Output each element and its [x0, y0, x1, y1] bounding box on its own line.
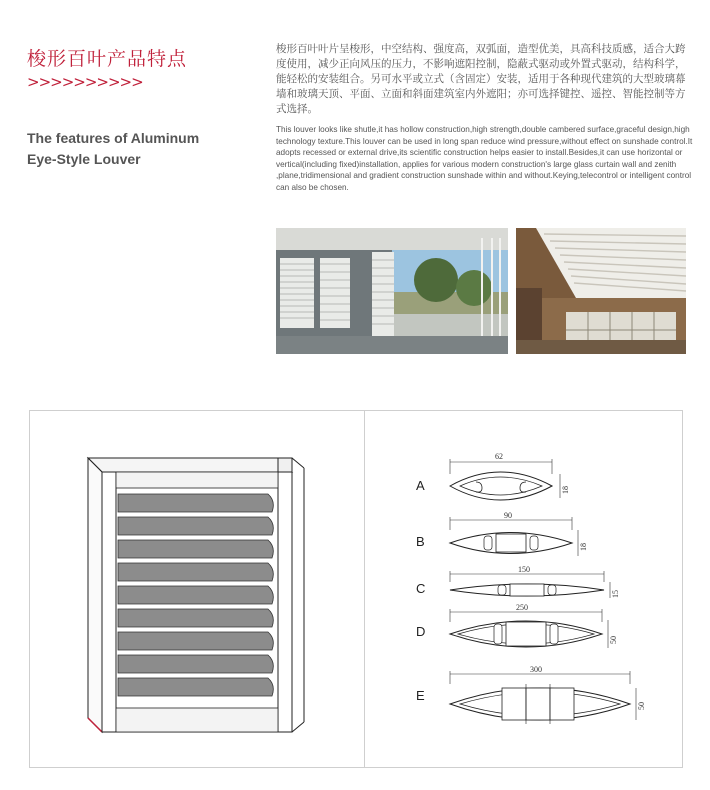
- photo-shutters-image: [276, 228, 508, 354]
- description-cn: 梭形百叶叶片呈梭形，中空结构、强度高，双弧面，造型优美，具高科技质感，适合大跨度使用，减少正向风压的压力，不影响遮阳控制，隐蔽式驱动或外置式驱动，结构科学，能轻松的安装组合。另可水平或立式（含固定）安装，适用于各种现代建筑的大型玻璃幕墙和玻璃天顶、平面、立面和斜面建筑室内外遮阳；亦可选择键控、遥控、智能控制等方式选择。: [276, 43, 686, 115]
- profile-a: [416, 452, 570, 500]
- profile-a-width: 62: [495, 452, 503, 461]
- profile-e-height: 50: [637, 702, 646, 710]
- profile-c-width: 150: [518, 565, 530, 574]
- profile-b-height: 18: [579, 543, 588, 551]
- profile-d-label: D: [416, 624, 426, 639]
- profile-d-width: 250: [516, 603, 528, 612]
- page-title-cn: 梭形百叶产品特点: [27, 48, 188, 70]
- profile-e-label: E: [416, 688, 425, 703]
- page-title-en: [27, 128, 257, 170]
- photo-shutters-balcony: [276, 228, 508, 354]
- profile-e: [416, 665, 646, 724]
- profile-a-label: A: [416, 478, 425, 493]
- photo-skylight-image: [516, 228, 686, 354]
- description-en: This louver looks like shutle,it has hollow construction,high strength,double cambered surface,graceful design,high technology texture.This louver can be used in long span reduce wind pressure,without effect on sunshade control.It adopts recessed or external drive,its scientific construction helps easier to install.Besides,it can use horizontal or vertical(including fixed)installation, applies for various modern construction's large glass curtain wall and zenith ,plane,tridimensional and gradient construction sunshade within and without.Keying,telecontrol or intelligent control can also be chosen.: [276, 125, 693, 192]
- profile-c-height: 15: [611, 590, 620, 598]
- profile-c: [416, 565, 620, 598]
- title-en-line2: Eye-Style Louver: [27, 151, 141, 167]
- profile-b: [416, 511, 588, 556]
- louver-frame-drawing: [82, 452, 308, 742]
- louver-blades: [118, 494, 273, 696]
- profile-a-height: 18: [561, 486, 570, 494]
- title-en-line1: The features of Aluminum: [27, 130, 200, 146]
- photo-skylight-louvers: [516, 228, 686, 354]
- profile-d: [416, 603, 618, 648]
- panel-divider: [364, 411, 365, 767]
- profile-b-width: 90: [504, 511, 512, 520]
- profile-c-label: C: [416, 581, 426, 596]
- chevron-decoration: >>>>>>>>>>: [27, 73, 143, 91]
- profile-b-label: B: [416, 534, 425, 549]
- profile-sections: [410, 448, 660, 748]
- profile-e-width: 300: [530, 665, 542, 674]
- profile-d-height: 50: [609, 636, 618, 644]
